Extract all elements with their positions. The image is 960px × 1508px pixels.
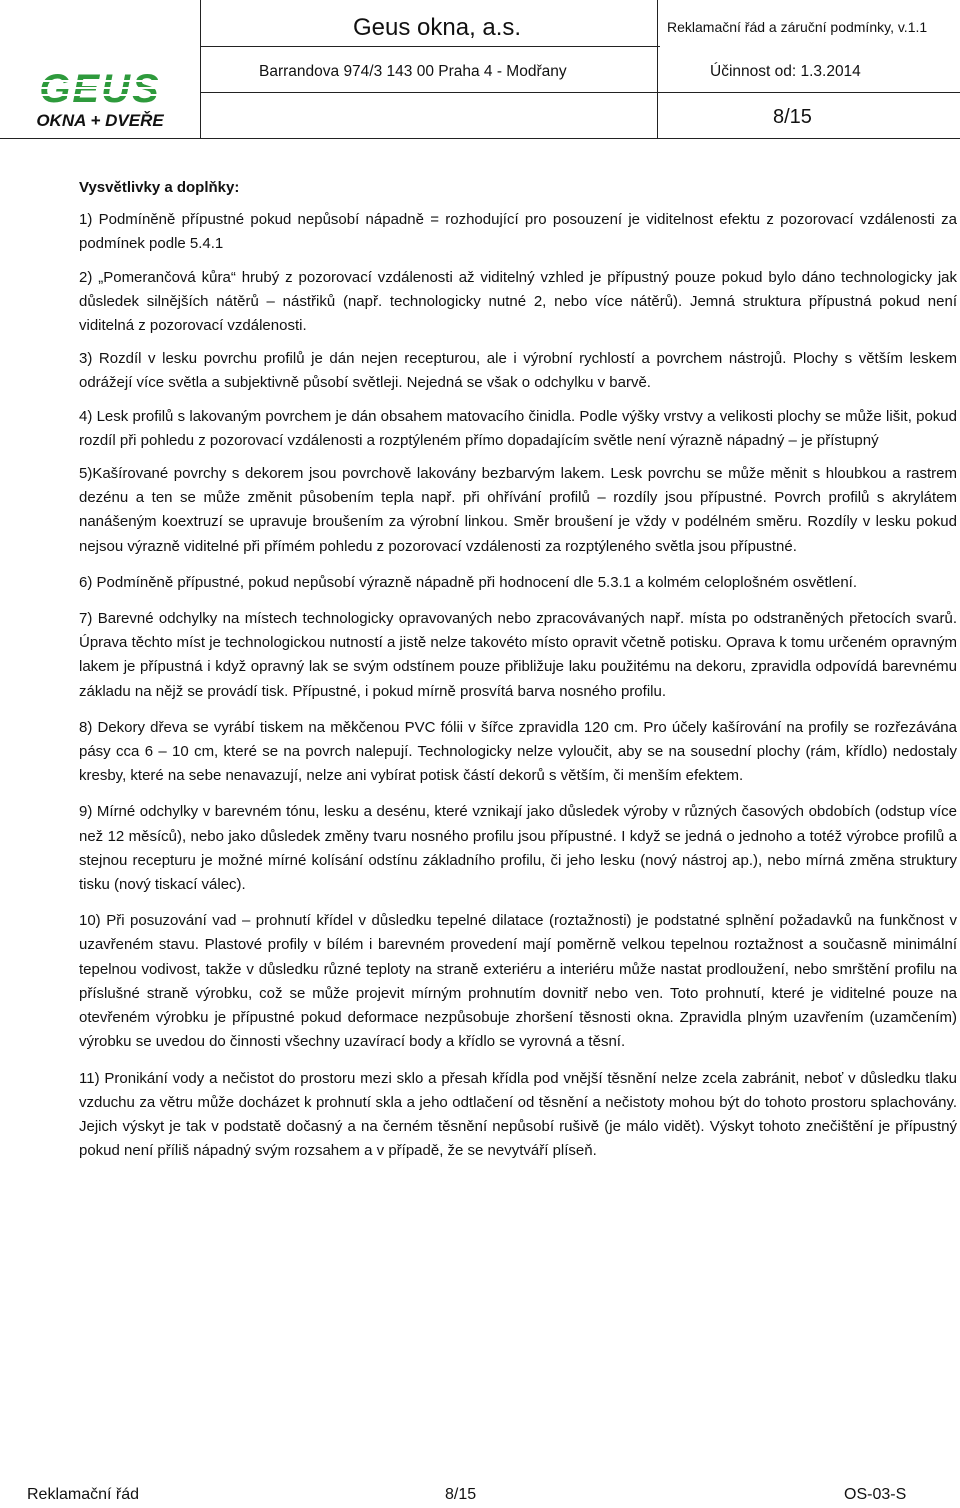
footer-page-number: 8/15 bbox=[445, 1486, 477, 1503]
header-divider bbox=[200, 92, 960, 93]
logo-cell bbox=[0, 0, 201, 139]
note-paragraph: 2) „Pomerančová kůra“ hrubý z pozorovací vzdálenosti až viditelný vzhled je přípustný pouze pokud bylo dáno technologicky jak důsledek silnějších nátěrů – nástřiků (např. technologicky nutné 2, nebo více nátěrů). Jemná struktura přípustná pokud není viditelná z pozorovací vzdálenosti. bbox=[79, 268, 957, 335]
page-footer bbox=[0, 1486, 960, 1508]
section-heading: Vysvětlivky a doplňky: bbox=[79, 179, 240, 196]
company-address: Barrandova 974/3 143 00 Praha 4 - Modřany bbox=[259, 63, 567, 80]
document-name: Reklamační řád a záruční podmínky, v.1.1 bbox=[667, 19, 928, 35]
page-header bbox=[0, 0, 960, 139]
footer-document-title: Reklamační řád bbox=[27, 1486, 140, 1503]
header-divider bbox=[200, 46, 660, 47]
note-paragraph: 6) Podmíněně přípustné, pokud nepůsobí výrazně nápadně při hodnocení dle 5.3.1 a kolmém celoplošném osvětlení. bbox=[79, 573, 858, 591]
header-divider bbox=[657, 0, 658, 139]
note-paragraph: 5)Kašírované povrchy s dekorem jsou povrchově lakovány bezbarvým lakem. Lesk povrchu se může měnit s hloubkou a rastrem dezénu a ten se může změnit působením tepla např. při ohřívání profilů – rozdíly jsou přípustné. Povrch profilů s akrylátem nanášeným koextruzí se upravuje broušením za výrobní linkou. Směr broušení je vždy v podélném směru. Rozdíly v lesku pokud nejsou výrazně viditelné při přímém pohledu z pozorovací vzdálenosti za rozptýleného světla jsou přípustné. bbox=[79, 465, 957, 555]
header-divider bbox=[200, 138, 960, 139]
note-paragraph: 7) Barevné odchylky na místech technologicky opravovaných nebo zpracovávaných např. místa po odstraněných přetocích svarů. Úprava těchto míst je technologickou nutností a jistě nelze takovéto místo opravit včetně potisku. Oprava k tomu určeném opravným lakem je přípustná i když opravný lak se svým odstínem pouze přibližuje laku použitému na dekoru, zpravidla odpovídá barevnému základu na nějž se provádí tisk. Přípustné, i pokud mírně prosvítá barva nosného profilu. bbox=[79, 610, 957, 700]
note-paragraph: 10) Při posuzování vad – prohnutí křídel v důsledku tepelné dilatace (roztažnosti) je podstatné splnění požadavků na funkčnost v uzavřeném stavu. Plastové profily v bílém i barevném provedení mají poměrně velkou tepelnou roztažnost a současně minimální tepelnou vodivost, takže v důsledku různé teploty na straně exteriéru a interiéru může nastat prodloužení, nebo smrštění profilu na příslušné straně výrobku, což se může projevit mírným prohnutím dovnitř nebo ven. Toto prohnutí, které je viditelné pouze na otevřeném výrobku je přípustné pokud deformace nezpůsobuje zhoršení těsnosti okna. Zpravidla plným uzavřením (uzamčením) výrobku se uvedou do činnosti všechny uzavírací body a křídlo se vyrovná a těsní. bbox=[79, 912, 957, 1051]
effective-date: Účinnost od: 1.3.2014 bbox=[710, 63, 861, 80]
note-paragraph: 3) Rozdíl v lesku povrchu profilů je dán nejen recepturou, ale i výrobní rychlostí a povrchem nástrojů. Plochy s větším leskem odrážejí více světla a subjektivně působí světleji. Nejedná se však o odchylku v barvě. bbox=[79, 350, 957, 392]
note-paragraph: 8) Dekory dřeva se vyrábí tiskem na měkčenou PVC fólii v šířce zpravidla 120 cm. Pro účely kašírování na profily se rozřezávána pásy cca 6 – 10 cm, které se na povrch nalepují. Technologicky nelze vyloučit, aby se na sousední plochy (rám, křídlo) nedostaly kresby, které na sebe nenavazují, nelze ani vybírat potisk částí dekorů s větším, či menším efektem. bbox=[79, 718, 957, 785]
company-name: Geus okna, a.s. bbox=[353, 14, 522, 41]
document-body bbox=[79, 176, 957, 1172]
company-logo bbox=[4, 68, 196, 132]
note-paragraph: 1) Podmíněně přípustné pokud nepůsobí nápadně = rozhodující pro posouzení je viditelnost efektu z pozorovací vzdálenosti za podmínek podle 5.4.1 bbox=[79, 211, 957, 253]
note-paragraph: 9) Mírné odchylky v barevném tónu, lesku a desénu, které vznikají jako důsledek výroby v různých časových obdobích (odstup více než 12 měsíců), nebo jako důsledek změny tvaru nosného profilu jsou přípustné. I když se jedná o jednoho a totéž výrobce profilů a stejnou recepturu je možné mírné kolísání odstínu základního profilu, či jeho lesku (nový nástroj ap.), nebo mírná změna struktury tisku (nový tiskací válec). bbox=[79, 803, 957, 894]
header-page-number: 8/15 bbox=[773, 106, 812, 128]
svg-text:OKNA + DVEŘE: OKNA + DVEŘE bbox=[36, 111, 164, 130]
note-paragraph: 11) Pronikání vody a nečistot do prostoru mezi sklo a přesah křídla pod vnější těsnění nelze zcela zabránit, neboť v důsledku tlaku vzduchu za větru může docházet k prohnutí skla a jeho odtlačení od těsnění a nečistoty mohou být do tohoto prostoru splachovány. Jejich výskyt je tak v podstatě dočasný a na černém těsnění nepůsobí rušivě (je málo vidět). Výskyt tohoto znečištění je přípustný pokud není příliš nápadný svým rozsahem a v případě, že se nevytváří plíseň. bbox=[79, 1069, 957, 1160]
footer-document-code: OS-03-S bbox=[844, 1486, 907, 1503]
note-paragraph: 4) Lesk profilů s lakovaným povrchem je dán obsahem matovacího činidla. Podle výšky vrstvy a velikosti plochy se může lišit, pokud rozdíl při pohledu z pozorovací vzdálenosti a rozptýleném přímo dopadajícím světle není výrazně nápadný – je přístupný bbox=[79, 407, 957, 449]
